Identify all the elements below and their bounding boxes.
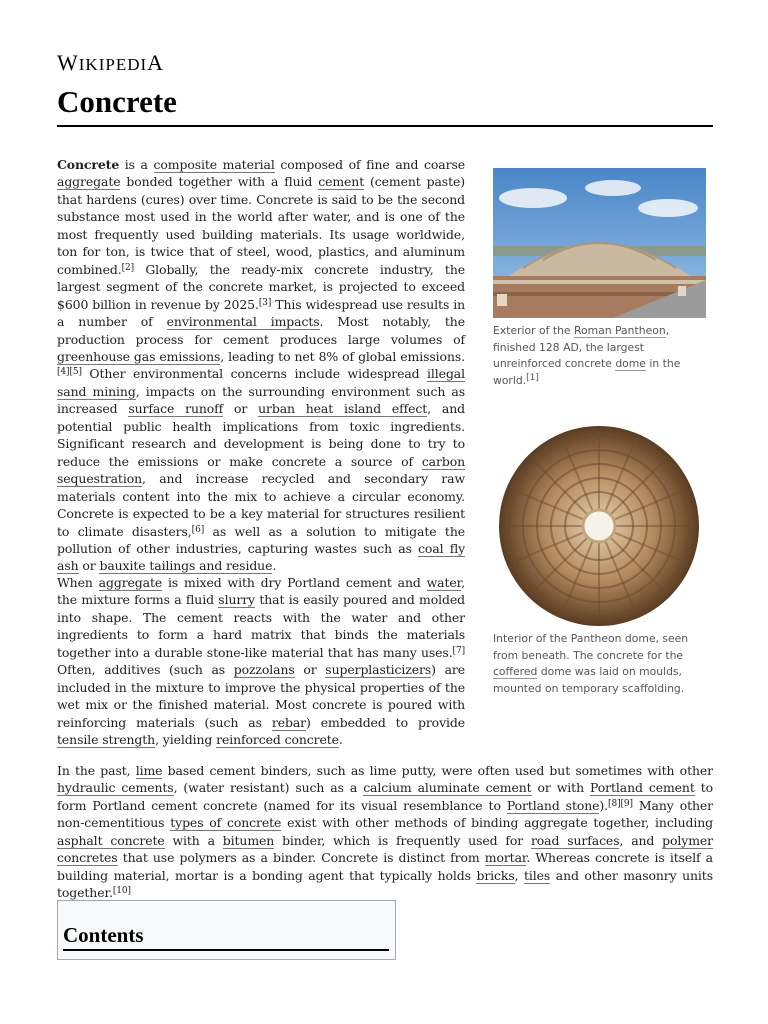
wiki-link[interactable]: coal fly ash	[57, 540, 466, 574]
text-run: based cement binders, such as lime putty, were often used but sometimes with other	[162, 763, 713, 778]
wiki-link[interactable]: calcium aluminate cement	[363, 780, 532, 796]
wiki-link[interactable]: surface runoff	[128, 401, 224, 417]
text-run: or with	[531, 780, 590, 796]
wiki-link[interactable]: tiles	[524, 867, 551, 883]
intro-paragraph-1	[57, 156, 465, 575]
text-run: binder, which is frequently used for	[274, 832, 531, 848]
text-run: to form Portland cement concrete (named for its visual resemblance to	[57, 780, 714, 813]
text-run: , and	[619, 832, 663, 848]
text-run: with a	[164, 832, 223, 848]
logo-letter-a: A	[147, 50, 165, 75]
table-of-contents	[57, 900, 396, 960]
text-run: Often, additives (such as	[57, 662, 234, 678]
wiki-link[interactable]: mortar	[484, 850, 527, 866]
wiki-link[interactable]: pozzolans	[233, 662, 295, 678]
logo-letter-w: W	[57, 50, 79, 75]
text-run: This widespread use results in a number of	[57, 296, 465, 330]
wiki-link[interactable]: Portland cement	[589, 780, 695, 796]
text-run: bonded together with a fluid	[120, 174, 319, 190]
wiki-link[interactable]: Roman Pantheon	[574, 324, 666, 337]
text-run: exist with other methods of binding aggregate together, including	[281, 815, 713, 831]
wiki-link[interactable]: bitumen	[222, 832, 275, 848]
wiki-link[interactable]: tensile strength	[57, 732, 156, 748]
text-run: Many other non-cementitious	[57, 797, 713, 831]
wiki-link[interactable]: greenhouse gas emissions	[57, 348, 221, 364]
wiki-link[interactable]: coffered	[493, 665, 538, 679]
wiki-link[interactable]: road surfaces	[530, 832, 620, 848]
citation-ref[interactable]: [6]	[191, 524, 205, 535]
text-run: , and increase recycled and secondary raw materials content into the mix to achieve a circular economy. Concrete is expected to be a key material for structures resilient to climate disasters,	[57, 471, 465, 539]
text-run: in the world.	[493, 357, 681, 387]
text-run: , impacts on the surrounding environment such as increased	[57, 383, 465, 417]
citation-ref[interactable]: [8][9]	[608, 798, 633, 809]
text-run: ) are included in the mixture to improve the physical properties of the wet mix or the finished material. Most concrete is poured with reinforcing materials (such as	[57, 662, 465, 730]
logo-letters-middle: IKIPEDI	[78, 55, 148, 74]
text-run: , and potential public health implications from toxic ingredients. Significant research and development is being done to try to reduce the emissions or make concrete a source of	[57, 401, 465, 469]
wiki-link[interactable]: environmental impacts	[166, 314, 320, 330]
text-run: (cement paste) that hardens (cures) over time. Concrete is said to be the second substance most used in the world after water, and is one of the most frequently used building materials. Its usage worldwide, ton for ton, is twice that of steel, wood, plastics, and aluminum combined.	[57, 174, 465, 277]
figure-2-caption	[493, 631, 706, 697]
text-run: , leading to net 8% of global emissions.	[220, 348, 465, 364]
text-run: In the past,	[57, 763, 136, 778]
wiki-link[interactable]: hydraulic cements	[57, 780, 174, 796]
wiki-link[interactable]: dome	[615, 357, 646, 371]
wiki-link[interactable]: slurry	[218, 592, 255, 608]
text-run: that is easily poured and molded into shape. The cement reacts with the water and other ingredients to form a hard matrix that binds the materials together into a durable stone-like material that has many uses.	[57, 592, 465, 660]
citation-ref[interactable]: [2]	[121, 262, 135, 273]
text-run: When	[57, 575, 99, 590]
text-run: as well as a solution to mitigate the pollution of other industries, capturing wastes such as	[57, 523, 465, 556]
wiki-link[interactable]: asphalt concrete	[57, 832, 165, 848]
text-run: is mixed with dry Portland cement and	[162, 575, 427, 590]
wiki-link[interactable]: cement	[318, 174, 365, 190]
citation-ref[interactable]: [3]	[258, 297, 272, 308]
text-run: that use polymers as a binder. Concrete is distinct from	[117, 850, 485, 866]
wiki-link[interactable]: polymer concretes	[57, 832, 714, 866]
figure-1-caption	[493, 323, 706, 389]
text-run: ) embedded to provide	[306, 714, 465, 730]
intro-paragraph-2	[57, 574, 465, 749]
text-run: or	[223, 401, 259, 417]
text-run: . Most notably, the production process for cement produces large volumes of	[57, 314, 465, 347]
text-run: and other masonry units together.	[57, 867, 713, 901]
pantheon-interior-image[interactable]	[493, 426, 706, 626]
wiki-link[interactable]: lime	[135, 763, 163, 778]
text-run: , yielding	[155, 732, 217, 748]
wiki-link[interactable]: superplasticizers	[325, 662, 432, 678]
wiki-link[interactable]: aggregate	[57, 174, 121, 190]
intro-paragraph-3	[57, 762, 713, 902]
text-run: Globally, the ready-mix concrete industry, the largest segment of the concrete market, is projected to exceed $600 billion in revenue by 2025.	[57, 261, 465, 312]
contents-heading: Contents	[63, 923, 389, 951]
pantheon-exterior-image[interactable]	[493, 168, 706, 318]
citation-ref[interactable]: [1]	[526, 372, 539, 383]
text-run: , (water resistant) such as a	[173, 780, 364, 796]
text-run: or	[294, 662, 326, 678]
wiki-link[interactable]: bauxite tailings and residue	[99, 558, 273, 574]
wiki-link[interactable]: types of concrete	[170, 815, 282, 831]
text-run: ,	[514, 867, 525, 883]
text-run: is a	[119, 157, 154, 172]
page-title: Concrete	[57, 84, 177, 119]
text-run: or	[78, 558, 100, 574]
text-run: .	[272, 558, 277, 574]
citation-ref[interactable]: [4][5]	[57, 367, 82, 378]
text-run: dome was laid on moulds, mounted on temporary scaffolding.	[493, 665, 685, 695]
wiki-link[interactable]: reinforced concrete	[216, 732, 339, 748]
text-run: Other environmental concerns include widespread	[81, 366, 428, 382]
text-run: composed of fine and coarse	[274, 157, 465, 172]
figure-pantheon-exterior	[493, 168, 706, 389]
title-divider	[57, 125, 713, 127]
text-run: , the mixture forms a fluid	[57, 575, 465, 608]
wiki-link[interactable]: Portland stone	[506, 797, 600, 813]
text-run: . Whereas concrete is itself a building material, mortar is a bonding agent that typically holds	[57, 850, 713, 883]
bold-term: Concrete	[57, 157, 120, 172]
citation-ref[interactable]: [10]	[112, 886, 131, 897]
wiki-link[interactable]: composite material	[153, 157, 275, 172]
text-run: Interior of the Pantheon dome, seen from beneath. The concrete for the	[493, 632, 689, 662]
citation-ref[interactable]: [7]	[452, 645, 465, 656]
wiki-link[interactable]: bricks	[476, 867, 515, 883]
figure-pantheon-interior	[493, 426, 706, 697]
text-run: , finished 128 AD, the largest unreinforced concrete	[493, 324, 670, 371]
text-run: ).	[599, 797, 609, 813]
wiki-link[interactable]: aggregate	[98, 575, 163, 590]
text-run: .	[338, 732, 343, 748]
wikipedia-logo[interactable]	[57, 50, 164, 76]
wiki-link[interactable]: carbon sequestration	[57, 453, 465, 487]
text-run: Exterior of the	[493, 324, 574, 337]
wiki-link[interactable]: water	[426, 575, 462, 590]
wiki-link[interactable]: illegal sand mining	[57, 366, 465, 399]
wiki-link[interactable]: rebar	[271, 714, 306, 730]
wiki-link[interactable]: urban heat island effect	[258, 401, 428, 417]
